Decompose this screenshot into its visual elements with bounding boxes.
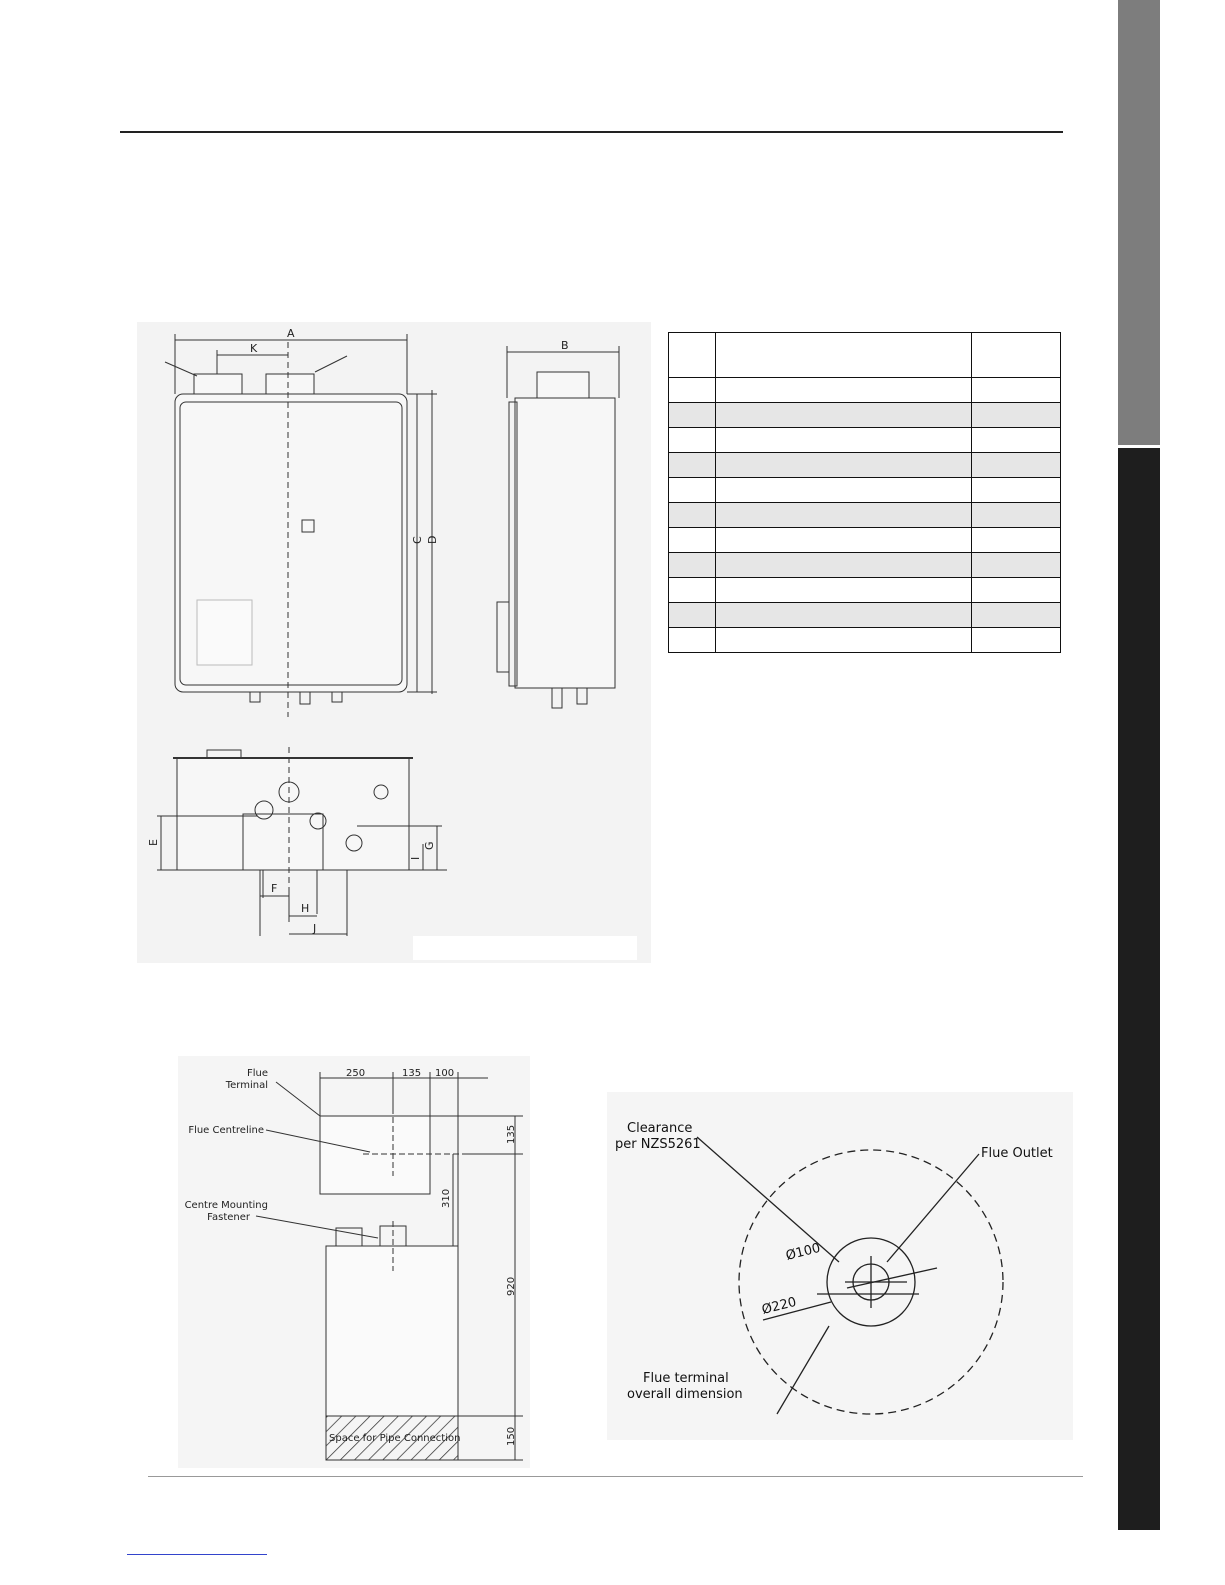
dim-label-G: G bbox=[423, 841, 436, 850]
diameter-220-label: Ø220 bbox=[760, 1294, 798, 1318]
dim-150: 150 bbox=[506, 1426, 517, 1446]
flue-outlet-clearance-plan bbox=[607, 1092, 1073, 1440]
terminal-dimension-label: Flue terminal overall dimension bbox=[627, 1371, 743, 1402]
table-row bbox=[669, 478, 1061, 503]
pipe-space-label: Space for Pipe Connection bbox=[329, 1433, 461, 1444]
flue-centreline-label: Flue Centreline bbox=[188, 1125, 264, 1136]
table-header-row bbox=[669, 333, 1061, 378]
table-row bbox=[669, 528, 1061, 553]
footer-rule bbox=[148, 1476, 1083, 1477]
table-row bbox=[669, 378, 1061, 403]
dim-label-J: J bbox=[313, 922, 317, 935]
clearance-label: Clearance per NZS5261 bbox=[615, 1121, 701, 1152]
dim-135-top: 135 bbox=[402, 1068, 422, 1079]
dim-label-I: I bbox=[409, 856, 422, 860]
dim-920: 920 bbox=[506, 1276, 517, 1296]
table-row bbox=[669, 578, 1061, 603]
flue-outlet-label: Flue Outlet bbox=[981, 1146, 1053, 1161]
centre-mounting-label: Centre Mounting Fastener bbox=[184, 1200, 268, 1223]
dim-label-F: F bbox=[271, 882, 278, 895]
appliance-dimension-drawing bbox=[137, 322, 651, 963]
dim-label-A: A bbox=[287, 327, 295, 340]
table-row bbox=[669, 428, 1061, 453]
dim-310: 310 bbox=[441, 1188, 452, 1208]
dim-100: 100 bbox=[435, 1068, 455, 1079]
dim-label-C: C bbox=[411, 536, 424, 544]
dim-250: 250 bbox=[346, 1068, 366, 1079]
dim-label-E: E bbox=[147, 839, 160, 846]
table-header-cell bbox=[669, 333, 716, 378]
flue-clearance-elevation bbox=[178, 1056, 530, 1468]
table-row bbox=[669, 503, 1061, 528]
table-row bbox=[669, 603, 1061, 628]
dim-label-H: H bbox=[301, 902, 310, 915]
header-rule bbox=[120, 131, 1063, 133]
section-tab-lower bbox=[1118, 448, 1160, 1530]
table-header-cell bbox=[972, 333, 1061, 378]
table-row bbox=[669, 553, 1061, 578]
dim-label-B: B bbox=[561, 339, 569, 352]
section-tab-upper bbox=[1118, 0, 1160, 445]
table-row bbox=[669, 628, 1061, 653]
table-row bbox=[669, 403, 1061, 428]
diameter-100-label: Ø100 bbox=[784, 1240, 822, 1264]
dimension-table bbox=[668, 332, 1061, 653]
flue-terminal-label: Flue Terminal bbox=[225, 1068, 268, 1091]
footer-link-underline[interactable] bbox=[127, 1554, 267, 1555]
dim-135-side: 135 bbox=[506, 1124, 517, 1144]
table-row bbox=[669, 453, 1061, 478]
table-header-cell bbox=[716, 333, 972, 378]
dim-label-D: D bbox=[426, 535, 439, 544]
dim-label-K: K bbox=[250, 342, 258, 355]
